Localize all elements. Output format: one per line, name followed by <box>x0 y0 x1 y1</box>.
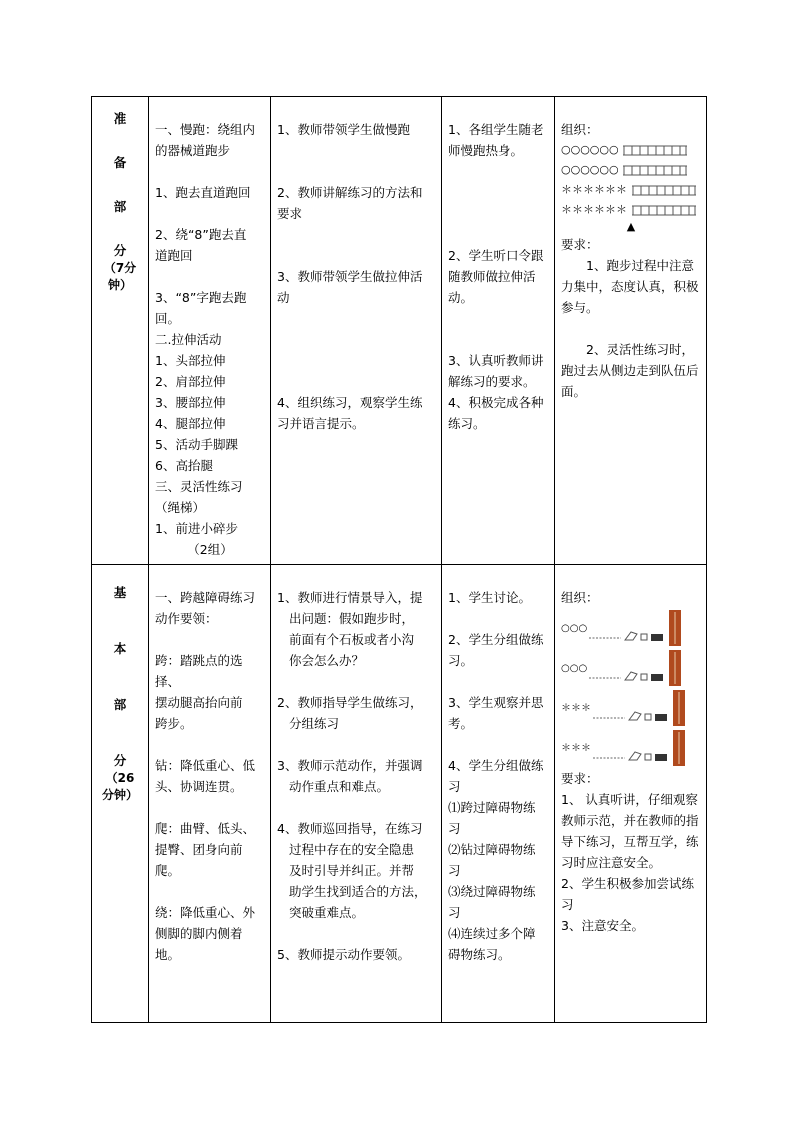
obstacle-course-icon <box>591 728 691 768</box>
formation-marks: ＊＊＊ <box>561 742 591 754</box>
content-line: 2、肩部拉伸 <box>155 374 226 389</box>
content-line: 1、前进小碎步 <box>155 521 238 536</box>
content-line: 回。 <box>155 311 181 326</box>
student-line: ⑵钻过障碍物练 <box>448 842 536 857</box>
formation-marks: ○○○ <box>561 622 588 634</box>
obstacle-row <box>561 648 701 688</box>
teacher-line: 前面有个石板或者小沟 <box>289 632 415 647</box>
content-line: 绕：降低重心、外 <box>155 905 256 920</box>
content-line: 一、慢跑：绕组内 <box>155 122 256 137</box>
section-duration: 分钟） <box>101 788 138 802</box>
teacher-line: 3、教师示范动作，并强调 <box>277 758 423 773</box>
content-line: 地。 <box>155 947 181 962</box>
teacher-line: 1、教师进行情景导入，提 <box>277 590 423 605</box>
formation-marks: ＊＊＊＊＊＊ <box>561 183 627 196</box>
content-line: 提臀、团身向前爬。 <box>155 842 243 878</box>
teacher-line: 你会怎么办？ <box>289 653 365 668</box>
section-char: 本 <box>113 641 127 656</box>
student-line: 师慢跑热身。 <box>448 143 524 158</box>
student-line: 3、认真听教师讲 <box>448 353 544 368</box>
teacher-line: 出问题：假如跑步时， <box>289 611 415 626</box>
teacher-line: 习并语言提示。 <box>277 416 365 431</box>
section-duration: （26 <box>105 771 135 785</box>
student-line: 习 <box>448 863 461 878</box>
section-char: 分 <box>113 243 127 258</box>
main-content-cell <box>149 565 271 1023</box>
content-line: 侧脚的脚内侧着 <box>155 926 243 941</box>
drill-row <box>561 200 701 220</box>
main-student-cell <box>442 565 555 1023</box>
teacher-line: 2、教师讲解练习的方法和 <box>277 185 423 200</box>
content-line: 跨：踏跳点的选择、 <box>155 653 243 689</box>
requirement-line: 3、注意安全。 <box>561 918 644 933</box>
drill-row <box>561 160 701 180</box>
teacher-line: 4、组织练习，观察学生练 <box>277 395 423 410</box>
student-line: ⑴跨过障碍物练 <box>448 800 536 815</box>
teacher-line: 3、教师带领学生做拉伸活 <box>277 269 423 284</box>
section-char: 准 <box>113 111 127 126</box>
teacher-line: 动 <box>277 290 290 305</box>
student-line: ⑷连续过多个障 <box>448 926 536 941</box>
lesson-plan-table <box>91 96 707 1023</box>
requirement-label: 要求： <box>561 771 599 786</box>
student-line: 3、学生观察并思 <box>448 695 544 710</box>
prep-content-cell <box>149 97 271 565</box>
content-line: 跨步。 <box>155 716 193 731</box>
teacher-line: 2、教师指导学生做练习， <box>277 695 423 710</box>
teacher-line: 4、教师巡回指导，在练习 <box>277 821 423 836</box>
student-line: 习 <box>448 779 461 794</box>
section-char: 分 <box>113 753 127 768</box>
prep-student-cell <box>442 97 555 565</box>
content-line: 3、“8”字跑去跑 <box>155 290 247 305</box>
teacher-line: 动作重点和难点。 <box>289 779 390 794</box>
content-line: 道跑回 <box>155 248 193 263</box>
content-line: 一、跨越障碍练习 <box>155 590 256 605</box>
obstacle-course-icon <box>587 648 687 688</box>
obstacle-course-icon <box>587 608 687 648</box>
teacher-line: 过程中存在的安全隐患 <box>289 842 415 857</box>
student-line: 考。 <box>448 716 474 731</box>
teacher-line: 5、教师提示动作要领。 <box>277 947 410 962</box>
obstacle-row <box>561 728 701 768</box>
rope-ladder-icon <box>622 145 688 156</box>
student-line: 2、学生分组做练 <box>448 632 544 647</box>
drill-row <box>561 140 701 160</box>
main-section-label <box>92 565 149 1023</box>
section-char: 部 <box>113 697 127 712</box>
teacher-line: 分组练习 <box>289 716 340 731</box>
student-line: 习 <box>448 821 461 836</box>
teacher-line: 突破重难点。 <box>289 905 365 920</box>
section-duration: （7分 <box>103 261 137 275</box>
content-line: 1、头部拉伸 <box>155 353 226 368</box>
drill-row <box>561 180 701 200</box>
content-line: 的器械道跑步 <box>155 143 231 158</box>
rope-ladder-icon <box>631 185 697 196</box>
obstacle-row <box>561 688 701 728</box>
student-line: 碍物练习。 <box>448 947 511 962</box>
teacher-line: 1、教师带领学生做慢跑 <box>277 122 410 137</box>
student-line: 1、学生讨论。 <box>448 590 531 605</box>
requirement-line: 1、跑步过程中注意力集中，态度认真，积极参与。 <box>561 258 699 315</box>
formation-marks: ○○○ <box>561 662 588 674</box>
teacher-line: 要求 <box>277 206 303 221</box>
formation-marks: ○○○○○○ <box>561 143 619 156</box>
requirement-line: 2、学生积极参加尝试练习 <box>561 876 694 912</box>
content-line: 摆动腿高抬向前 <box>155 695 243 710</box>
prep-section-row <box>92 97 707 565</box>
teacher-position-icon: ▲ <box>626 220 636 233</box>
student-line: 4、积极完成各种 <box>448 395 544 410</box>
prep-teacher-cell <box>271 97 442 565</box>
requirement-label: 要求： <box>561 237 599 252</box>
obstacle-course-icon <box>591 688 691 728</box>
requirement-line: 2、灵活性练习时，跑过去从侧边走到队伍后面。 <box>561 342 699 399</box>
organize-label: 组织： <box>561 590 599 605</box>
student-line: 习。 <box>448 653 474 668</box>
content-line: 二.拉伸活动 <box>155 332 222 347</box>
rope-ladder-icon <box>631 205 697 216</box>
content-line: 3、腰部拉伸 <box>155 395 226 410</box>
main-teacher-cell <box>271 565 442 1023</box>
formation-marks: ＊＊＊ <box>561 702 591 714</box>
content-line: 三、灵活性练习 <box>155 479 243 494</box>
student-line: 解练习的要求。 <box>448 374 536 389</box>
student-line: 2、学生听口令跟 <box>448 248 544 263</box>
section-duration: 钟） <box>107 278 132 292</box>
section-char: 部 <box>113 199 127 214</box>
content-line: 钻：降低重心、低 <box>155 758 256 773</box>
content-line: 头、协调连贯。 <box>155 779 243 794</box>
content-line: 爬：曲臂、低头、 <box>155 821 256 836</box>
student-line: 动。 <box>448 290 474 305</box>
student-line: 4、学生分组做练 <box>448 758 544 773</box>
formation-marks: ＊＊＊＊＊＊ <box>561 203 627 216</box>
requirement-line: 1、 认真听讲，仔细观察教师示范，并在教师的指导下练习，互帮互学，练习时应注意安全。 <box>561 792 699 870</box>
formation-marks: ○○○○○○ <box>561 163 619 176</box>
section-char: 备 <box>113 155 127 170</box>
organize-label: 组织： <box>561 122 599 137</box>
teacher-line: 及时引导并纠正。并帮 <box>289 863 415 878</box>
content-line: 2、绕“8”跑去直 <box>155 227 247 242</box>
content-line: 1、跑去直道跑回 <box>155 185 251 200</box>
main-organize-cell <box>555 565 707 1023</box>
content-line: （2组） <box>187 542 233 557</box>
student-line: ⑶绕过障碍物练 <box>448 884 536 899</box>
student-line: 1、各组学生随老 <box>448 122 544 137</box>
content-line: 6、高抬腿 <box>155 458 213 473</box>
prep-section-label <box>92 97 149 565</box>
section-char: 基 <box>113 585 127 600</box>
rope-ladder-icon <box>622 165 688 176</box>
teacher-line: 助学生找到适合的方法， <box>289 884 427 899</box>
prep-organize-cell <box>555 97 707 565</box>
obstacle-row <box>561 608 701 648</box>
student-line: 习 <box>448 905 461 920</box>
student-line: 随教师做拉伸活 <box>448 269 536 284</box>
content-line: 动作要领： <box>155 611 218 626</box>
main-section-row <box>92 565 707 1023</box>
content-line: 5、活动手脚踝 <box>155 437 238 452</box>
student-line: 练习。 <box>448 416 486 431</box>
content-line: （绳梯） <box>155 500 206 515</box>
content-line: 4、腿部拉伸 <box>155 416 226 431</box>
